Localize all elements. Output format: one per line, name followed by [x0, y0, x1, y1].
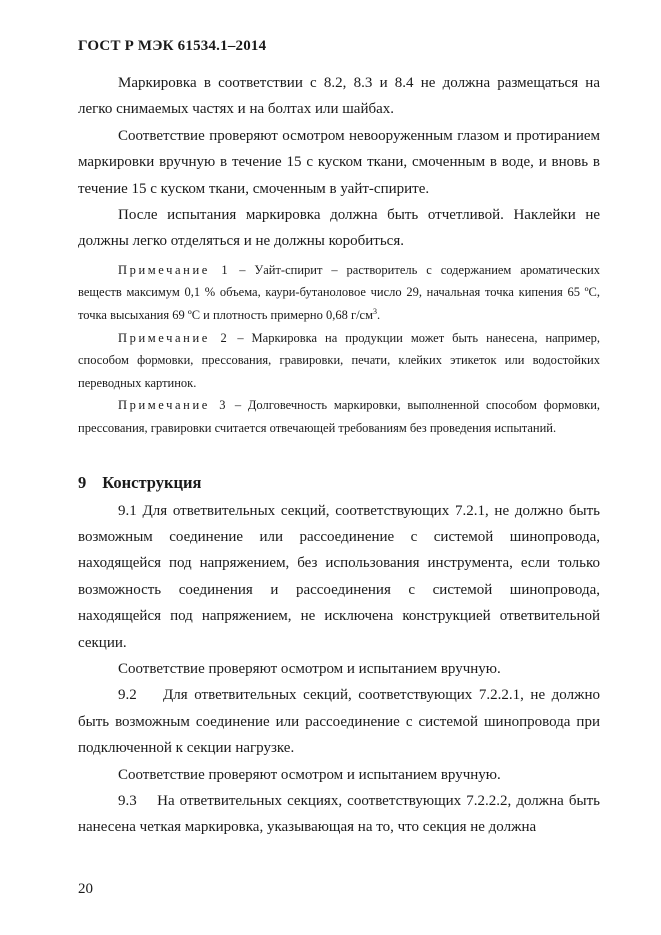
- note-3: [78, 394, 600, 439]
- paragraph-marking-test: Соответствие проверяют осмотром невооруженным глазом и протиранием маркировки вручную в течение 15 с куском ткани, смоченным в воде, и вновь в течение 15 с куском ткани, смоченным в уайт-спирите.: [78, 127, 600, 197]
- note-tail: .: [377, 308, 381, 323]
- document-header: ГОСТ Р МЭК 61534.1–2014: [78, 38, 267, 54]
- paragraph-9-2-check: Соответствие проверяют осмотром и испытанием вручную.: [118, 766, 501, 783]
- note-label: Примечание 3: [118, 398, 229, 413]
- paragraph-after-test: После испытания маркировка должна быть отчетливой. Наклейки не должны легко отделяться и не должны коробиться.: [78, 207, 600, 250]
- section-title: Конструкция: [102, 472, 202, 492]
- note-2: [78, 327, 600, 395]
- note-label: Примечание 2: [118, 330, 230, 345]
- document-body: [78, 70, 604, 841]
- paragraph-9-1: 9.1 Для ответвительных секций, соответствующих 7.2.1, не должно быть возможным соединение или рассоединение с системой шинопровода, находящейся под напряжением, без использования инструмента, если только возможность соединения и рассоединения с системой шинопровода, находящейся под напряжением, не исключена конструкцией ответвительной секции.: [78, 502, 600, 651]
- note-text: – Маркировка на продукции может быть нанесена, например, способом формовки, прессования, гравировки, печати, клейких этикеток или водостойких переводных картинок.: [78, 330, 601, 390]
- note-1: [78, 259, 600, 327]
- paragraph-9-3: 9.3 На ответвительных секциях, соответствующих 7.2.2.2, должна быть нанесена четкая маркировка, указывающая на то, что секция не должна: [78, 793, 604, 836]
- page-number: 20: [78, 881, 93, 897]
- paragraph-marking-placement: Маркировка в соответствии с 8.2, 8.3 и 8.4 не должна размещаться на легко снимаемых частях и на болтах или шайбах.: [78, 75, 600, 118]
- paragraph-9-2: 9.2 Для ответвительных секций, соответствующих 7.2.2.1, не должно быть возможным соединение или рассоединение с системой шинопровода при подключенной к секции нагрузке.: [78, 687, 604, 757]
- note-superscript: 3: [373, 306, 378, 316]
- note-label: Примечание 1: [118, 262, 231, 277]
- section-heading: [78, 470, 600, 496]
- note-text: – Уайт-спирит – растворитель с содержанием ароматических веществ максимум 0,1 % объема, каури-бутаноловое число 29, начальная точка кипения 65 ºС, точка высыхания 69 ºС и плотность примерно 0,68 г/см: [78, 262, 600, 323]
- note-text: – Долговечность маркировки, выполненной способом формовки, прессования, гравировки считается отвечающей требованиям без проведения испытаний.: [78, 398, 601, 435]
- paragraph-9-1-check: Соответствие проверяют осмотром и испытанием вручную.: [118, 661, 501, 678]
- section-number: 9: [78, 472, 87, 492]
